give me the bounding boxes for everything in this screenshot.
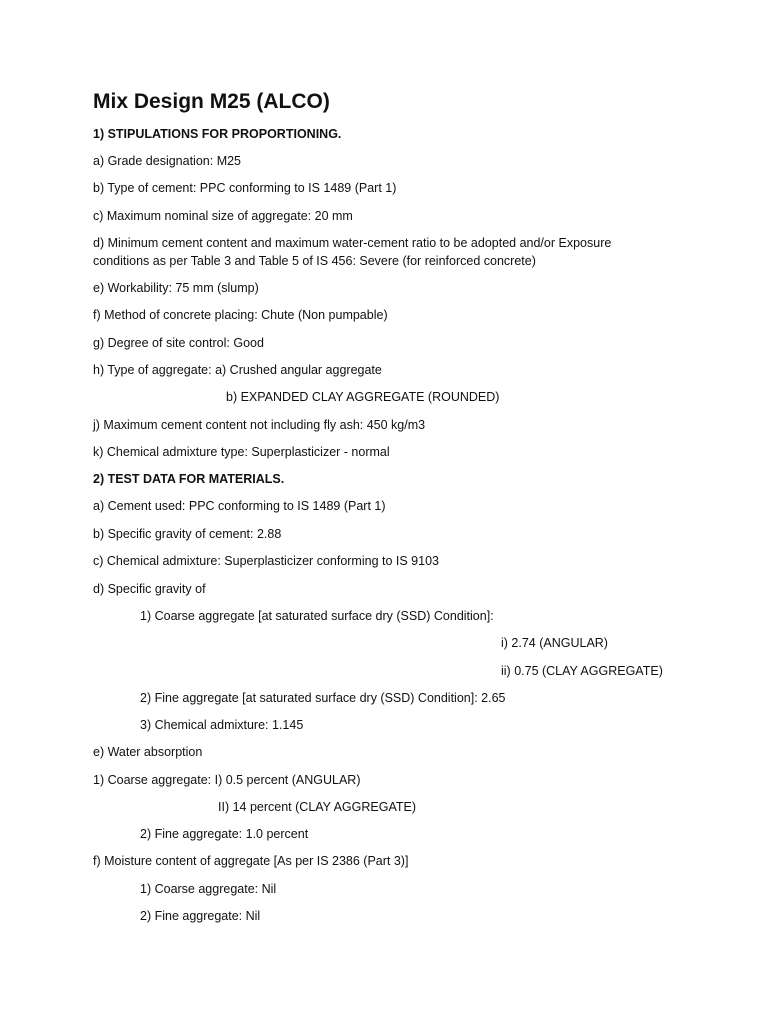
item-cement-used: a) Cement used: PPC conforming to IS 1489 (Part 1) (93, 499, 386, 513)
item-cement-specific-gravity: b) Specific gravity of cement: 2.88 (93, 527, 282, 541)
item-aggregate-size: c) Maximum nominal size of aggregate: 20 mm (93, 209, 353, 223)
section-1-heading: 1) STIPULATIONS FOR PROPORTIONING. (93, 127, 342, 141)
item-workability: e) Workability: 75 mm (slump) (93, 281, 259, 295)
item-max-cement-content: j) Maximum cement content not including fly ash: 450 kg/m3 (93, 418, 426, 432)
item-cement-content-line-1: d) Minimum cement content and maximum water-cement ratio to be adopted and/or Exposure (93, 236, 612, 250)
section-2-heading: 2) TEST DATA FOR MATERIALS. (93, 472, 285, 486)
item-coarse-sg-clay: ii) 0.75 (CLAY AGGREGATE) (501, 664, 663, 678)
item-moisture-content: f) Moisture content of aggregate [As per IS 2386 (Part 3)] (93, 854, 409, 868)
item-cement-content-line-2: conditions as per Table 3 and Table 5 of IS 456: Severe (for reinforced concrete) (93, 254, 536, 268)
item-coarse-sg-angular: i) 2.74 (ANGULAR) (501, 636, 608, 650)
item-coarse-moisture: 1) Coarse aggregate: Nil (140, 882, 277, 896)
item-specific-gravity-of: d) Specific gravity of (93, 582, 206, 596)
item-admixture-sg: 3) Chemical admixture: 1.145 (140, 718, 304, 732)
item-aggregate-type-b: b) EXPANDED CLAY AGGREGATE (ROUNDED) (226, 390, 500, 404)
document-title: Mix Design M25 (ALCO) (93, 90, 330, 113)
item-fine-moisture: 2) Fine aggregate: Nil (140, 909, 261, 923)
item-coarse-absorption-clay: II) 14 percent (CLAY AGGREGATE) (218, 800, 416, 814)
item-coarse-absorption: 1) Coarse aggregate: I) 0.5 percent (ANGULAR) (93, 773, 361, 787)
item-fine-aggregate-sg: 2) Fine aggregate [at saturated surface dry (SSD) Condition]: 2.65 (140, 691, 506, 705)
item-cement-type: b) Type of cement: PPC conforming to IS 1489 (Part 1) (93, 181, 397, 195)
item-fine-absorption: 2) Fine aggregate: 1.0 percent (140, 827, 309, 841)
item-chemical-admixture: c) Chemical admixture: Superplasticizer conforming to IS 9103 (93, 554, 439, 568)
item-coarse-aggregate-sg: 1) Coarse aggregate [at saturated surface dry (SSD) Condition]: (140, 609, 494, 623)
item-admixture-type: k) Chemical admixture type: Superplasticizer - normal (93, 445, 390, 459)
item-site-control: g) Degree of site control: Good (93, 336, 264, 350)
item-placing-method: f) Method of concrete placing: Chute (Non pumpable) (93, 308, 388, 322)
item-grade-designation: a) Grade designation: M25 (93, 154, 242, 168)
item-water-absorption: e) Water absorption (93, 745, 203, 759)
item-aggregate-type: h) Type of aggregate: a) Crushed angular aggregate (93, 363, 382, 377)
